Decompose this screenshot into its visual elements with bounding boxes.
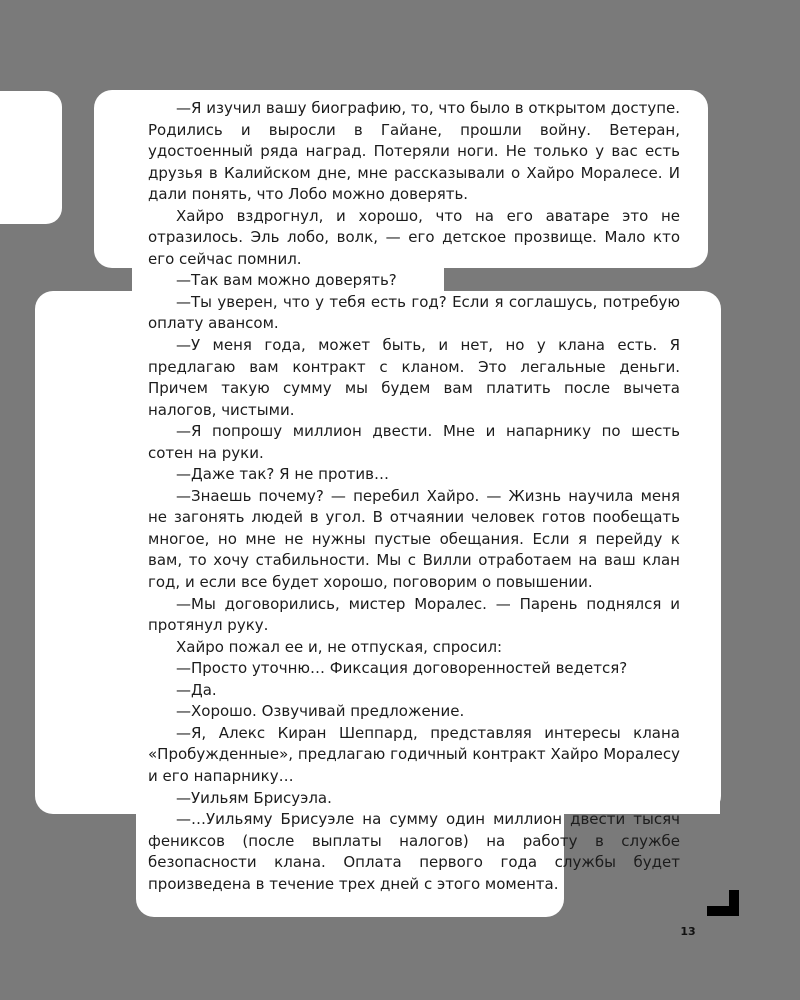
- paragraph: —Знаешь почему? — перебил Хайро. — Жизнь научила меня не загонять людей в угол. В отчаянии человек готов пообещать многое, но мне не нужны пустые обещания. Если я перейду к вам, то хочу стабильности. Мы с Вилли отработаем на ваш клан год, и если все будет хорошо, поговорим о повышении.: [148, 486, 680, 592]
- page-corner-mark-icon: [707, 890, 739, 916]
- paragraph: —Ты уверен, что у тебя есть год? Если я соглашусь, потребую оплату авансом.: [148, 292, 680, 333]
- paragraph: —Я изучил вашу биографию, то, что было в открытом доступе. Родились и выросли в Гайане, прошли войну. Ветеран, удостоенный ряда наград. Потеряли ноги. Не только у вас есть друзья в Калийском дне, мне рассказывали о Хайро Моралесе. И дали понять, что Лобо можно доверять.: [148, 99, 680, 204]
- paragraph: —…Уильяму Брисуэле на сумму один миллион двести тысяч фениксов (после выплаты налогов) на работу в службе безопасности клана. Оплата первого года службы будет произведена в течение трех дней с этого момента.: [148, 810, 680, 893]
- paragraph: —У меня года, может быть, и нет, но у клана есть. Я предлагаю вам контракт с кланом. Это легальные деньги. Причем такую сумму мы будем вам платить после вычета налогов, чистыми.: [148, 336, 680, 419]
- paragraph: —Я, Алекс Киран Шеппард, представляя интересы клана «Пробужденные», предлагаю годичный контракт Хайро Моралесу и его напарнику…: [148, 723, 680, 785]
- paragraph: —Хорошо. Озвучивай предложение.: [176, 702, 465, 721]
- paragraph: —Просто уточню… Фиксация договоренностей ведется?: [176, 659, 628, 678]
- paragraph: —Так вам можно доверять?: [176, 271, 397, 290]
- paragraph: Хайро пожал ее и, не отпуская, спросил:: [176, 637, 503, 656]
- page-body-text: [148, 98, 680, 895]
- paragraph: —Я попрошу миллион двести. Мне и напарнику по шесть сотен на руки.: [148, 422, 680, 462]
- paragraph: —Уильям Брисуэла.: [176, 788, 332, 807]
- paragraph: —Даже так? Я не против…: [176, 465, 389, 484]
- page-number: 13: [680, 925, 696, 938]
- paragraph: —Да.: [176, 680, 217, 699]
- paragraph: —Мы договорились, мистер Моралес. — Парень поднялся и протянул руку.: [148, 594, 680, 635]
- paragraph: Хайро вздрогнул, и хорошо, что на его аватаре это не отразилось. Эль лобо, волк, — его детское прозвище. Мало кто его сейчас помнил.: [148, 206, 680, 268]
- left-margin-tab: [0, 91, 62, 224]
